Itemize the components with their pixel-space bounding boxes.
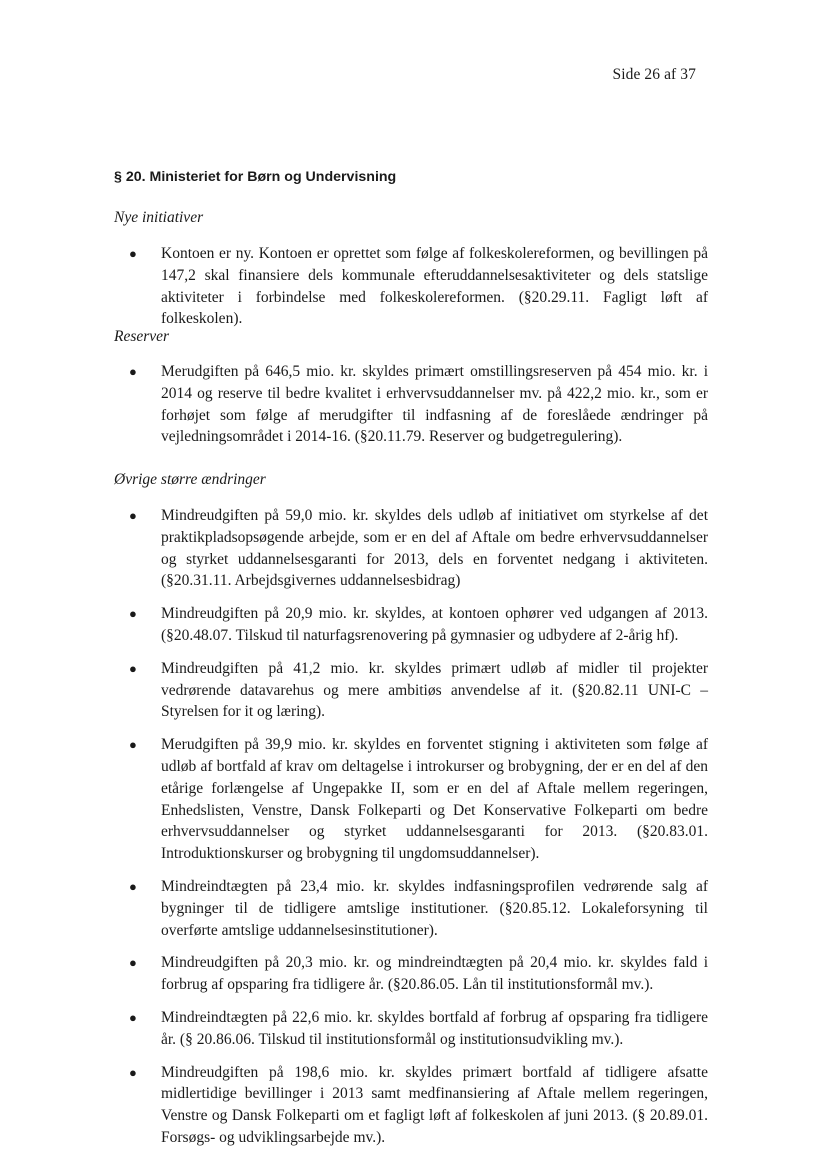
list-item-text: Mindreudgiften på 20,3 mio. kr. og mindreindtægten på 20,4 mio. kr. skyldes fald i forbrug af opsparing fra tidligere år. (§20.86.05. Lån til institutionsformål mv.). [161, 954, 708, 994]
list-item [114, 734, 708, 865]
bullet-icon: ● [129, 606, 137, 622]
group-heading: Øvrige større ændringer [114, 471, 266, 488]
bullet-icon: ● [129, 737, 137, 753]
group-heading: Nye initiativer [114, 209, 204, 226]
list-item-text: Mindreudgiften på 198,6 mio. kr. skyldes primært bortfald af tidligere afsatte midlertidige bevillinger i 2013 samt medfinansiering af Aftale mellem regeringen, Venstre og Dansk Folkeparti om et fagligt løft af folkeskolen af juni 2013. (§ 20.89.01. Forsøgs- og udviklingsarbejde mv.). [161, 1063, 708, 1146]
list-item-text: Merudgiften på 646,5 mio. kr. skyldes primært omstillingsreserven på 454 mio. kr. i 2014 og reserve til bedre kvalitet i erhvervsuddannelser mv. på 422,2 mio. kr., som er forhøjet som følge af merudgifter til indfasning af de foreslåede ændringer på vejledningsområdet i 2014-16. (§20.11.79. Reserver og budgetregulering). [161, 363, 708, 446]
list-item [114, 876, 708, 941]
group-heading: Reserver [114, 328, 170, 345]
bullet-icon: ● [129, 508, 137, 523]
bullet-icon: ● [129, 364, 137, 379]
group-other-changes [114, 470, 708, 1149]
list-item [114, 505, 708, 592]
list-item-text: Mindreindtægten på 23,4 mio. kr. skyldes indfasningsprofilen vedrørende salg af bygninger til de tidligere amtslige institutioner. (§20.85.12. Lokaleforsyning til overførte amtslige uddannelsesinstitutioner). [161, 877, 708, 939]
bullet-icon: ● [129, 660, 137, 676]
list-item [114, 361, 708, 448]
list-item [114, 603, 708, 647]
list-item [114, 1007, 708, 1051]
list-item-text: Mindreindtægten på 22,6 mio. kr. skyldes bortfald af forbrug af opsparing fra tidligere år. (§ 20.86.06. Tilskud til institutionsformål og institutionsudvikling mv.). [161, 1008, 708, 1048]
group-reserves [114, 327, 708, 448]
section-title: § 20. Ministeriet for Børn og Undervisning [114, 169, 397, 185]
group-new-initiatives [114, 208, 708, 330]
bullet-icon: ● [129, 1009, 137, 1025]
page-number: Side 26 af 37 [612, 66, 696, 83]
list-item-text: Mindreudgiften på 41,2 mio. kr. skyldes primært udløb af midler til projekter vedrørende datavarehus og mere ambitiøs anvendelse af it. (§20.82.11 UNI-C – Styrelsen for it og læring). [161, 659, 708, 721]
bullet-list [114, 243, 708, 330]
list-item-text: Mindreudgiften på 20,9 mio. kr. skyldes, at kontoen ophører ved udgangen af 2013. (§20.48.07. Tilskud til naturfagsrenovering på gymnasier og udbydere af 2-årig hf). [161, 605, 708, 644]
bullet-list [114, 505, 708, 1149]
bullet-icon: ● [129, 1064, 137, 1080]
list-item-text: Merudgiften på 39,9 mio. kr. skyldes en forventet stigning i aktiviteten som følge af udløb af bortfald af krav om deltagelse i introkurser og brobygning, der er en del af den etårige forlængelse af Ungepakke II, som er en del af Aftale mellem regeringen, Enhedslisten, Venstre, Dansk Folkeparti og Det Konservative Folkeparti om bedre erhvervsuddannelser og styrket uddannelsesgaranti for 2013. (§20.83.01. Introduktionskurser og brobygning til ungdomsuddannelser). [161, 736, 708, 863]
list-item [114, 1062, 708, 1149]
list-item [114, 243, 708, 330]
list-item [114, 952, 708, 996]
list-item-text: Kontoen er ny. Kontoen er oprettet som følge af folkeskolereformen, og bevillingen på 147,2 skal finansiere dels kommunale efteruddannelsesaktiviteter og dels statslige aktiviteter i forbindelse med folkeskolereformen. (§20.29.11. Fagligt løft af folkeskolen). [161, 245, 708, 328]
list-item [114, 658, 708, 723]
bullet-icon: ● [129, 878, 137, 894]
list-item-text: Mindreudgiften på 59,0 mio. kr. skyldes dels udløb af initiativet om styrkelse af det praktikpladsopsøgende arbejde, som er en del af Aftale om bedre erhvervsuddannelser og styrket uddannelsesgaranti for 2013, dels en forventet nedgang i aktiviteten. (§20.31.11. Arbejdsgivernes uddannelsesbidrag) [161, 507, 708, 590]
bullet-icon: ● [129, 955, 137, 971]
bullet-icon: ● [129, 246, 137, 261]
bullet-list [114, 361, 708, 448]
